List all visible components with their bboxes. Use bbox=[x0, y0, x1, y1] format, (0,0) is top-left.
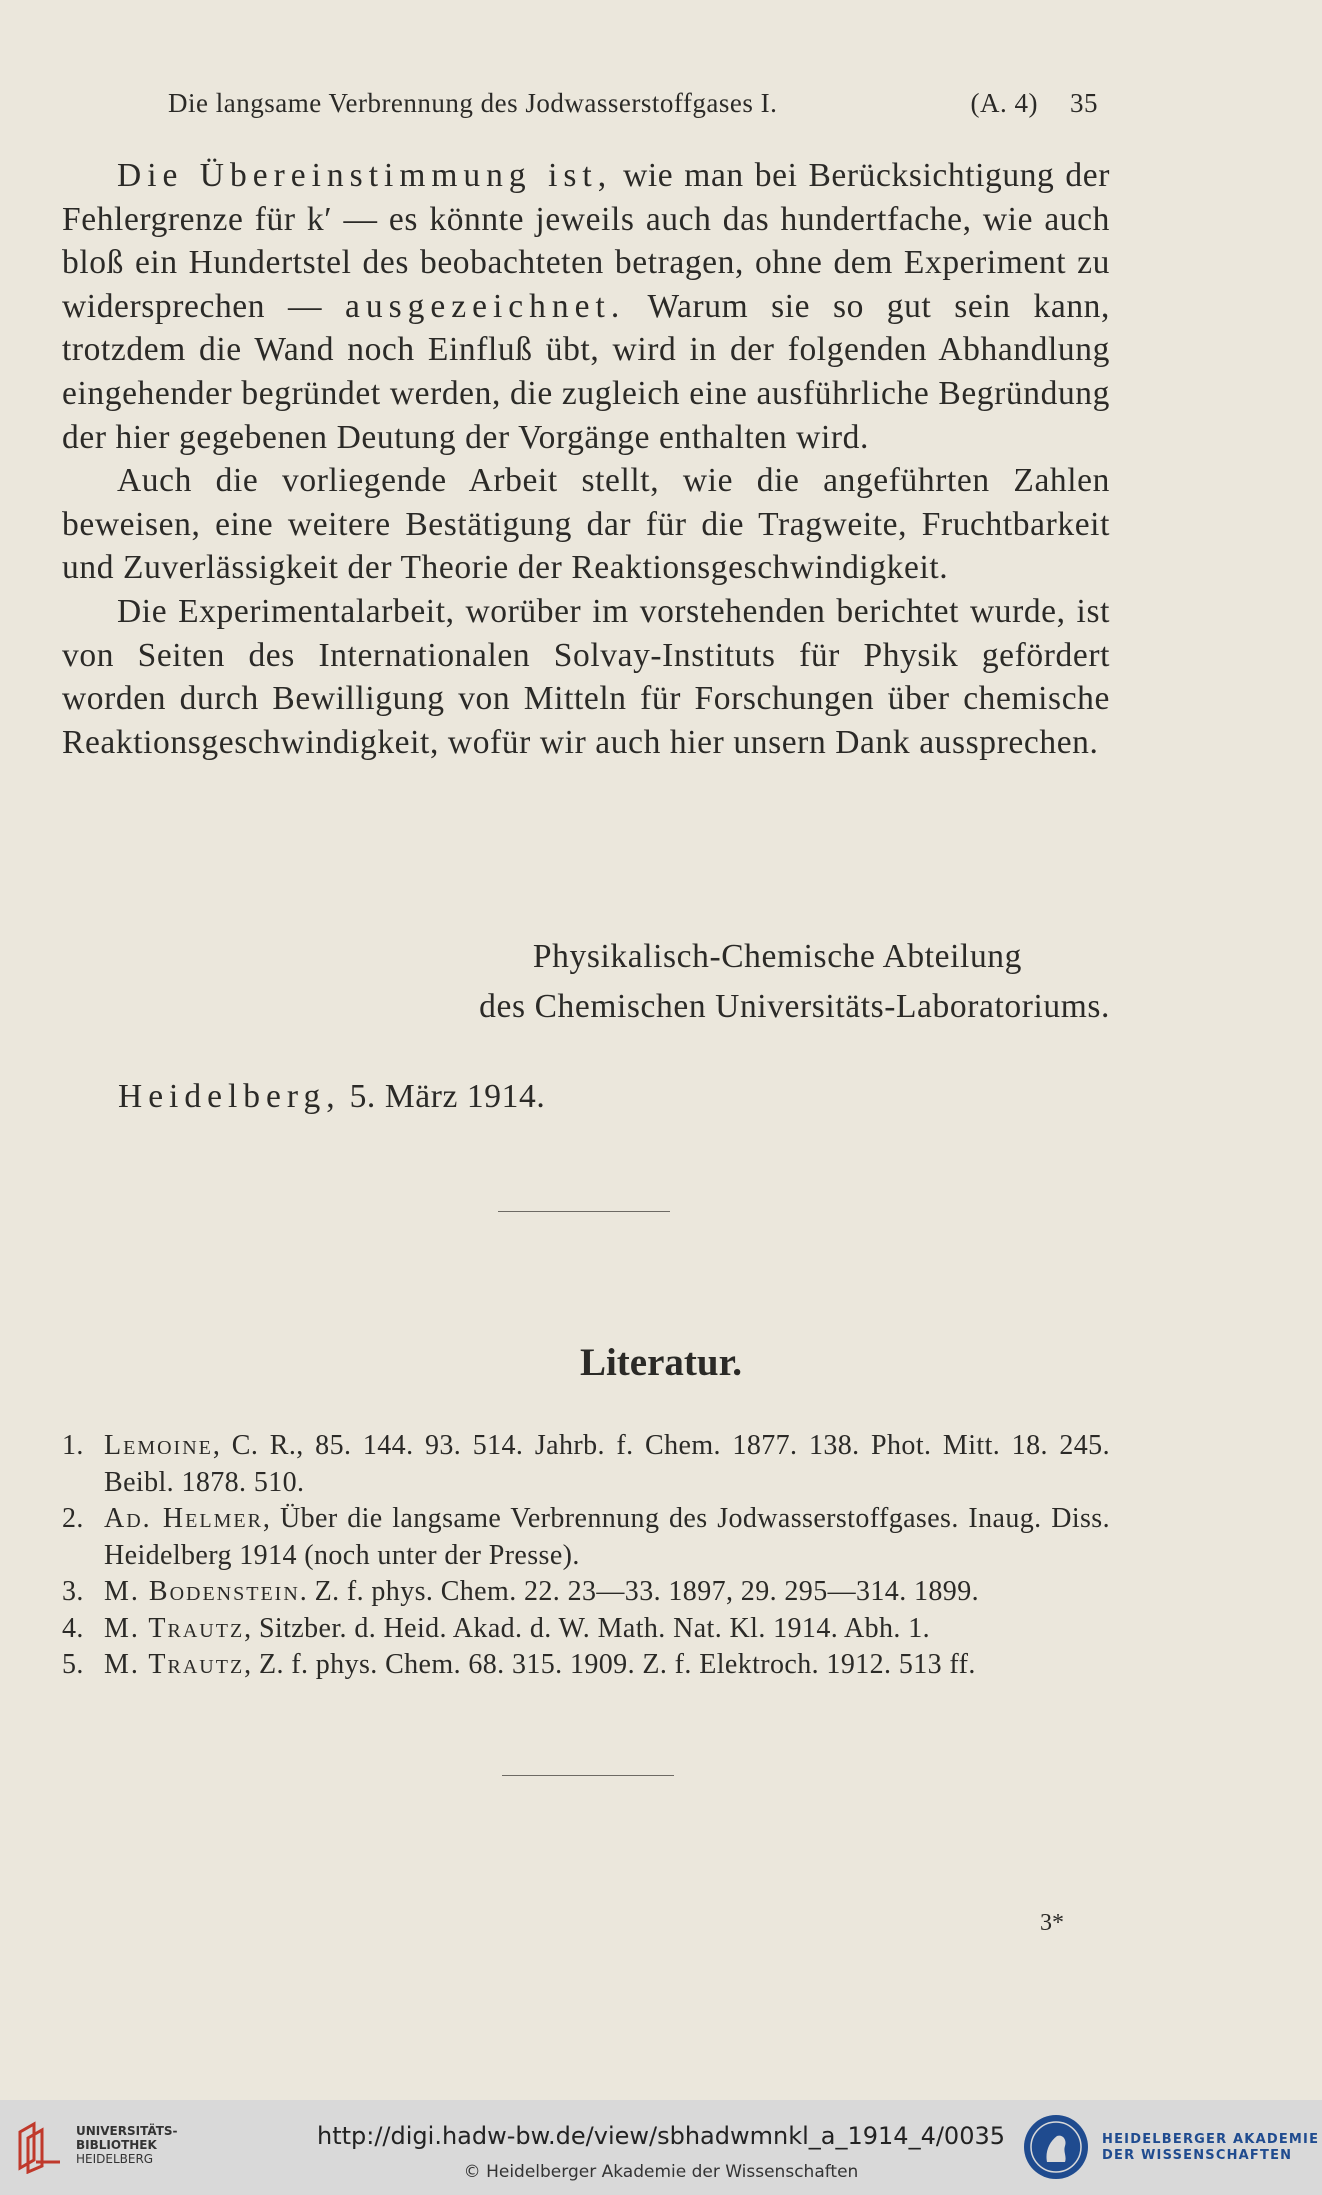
paragraph-3: Die Experimentalarbeit, worüber im vorstehenden berichtet wurde, ist von Seiten des Internationalen Solvay-Instituts für Physik gefördert worden durch Bewilligung von Mitteln für Forschungen über chemische Reaktionsgeschwindigkeit, wofür wir auch hier unsern Dank aussprechen. bbox=[62, 592, 1110, 761]
reference-text: , Über die langsame Verbrennung des Jodwasserstoffgases. Inaug. Diss. Heidelberg 1914 (noch unter der Presse). bbox=[104, 1503, 1110, 1571]
reference-number: 1. bbox=[62, 1430, 84, 1461]
paragraph-1-text-a: wie man bei Berücksichtigung der Fehlergrenze für k′ — es könnte jeweils auch das hundertfache, wie auch bloß ein Hundertstel des beobachteten betragen, ohne dem Experiment zu widersprechen — bbox=[62, 157, 1110, 325]
signature-line-2: des Chemischen Universitäts-Laboratoriums. bbox=[479, 988, 1110, 1025]
reference-list bbox=[62, 1428, 1110, 1684]
library-line-2: BIBLIOTHEK bbox=[76, 2138, 157, 2152]
reference-text: , Sitzber. d. Heid. Akad. d. W. Math. Nat. Kl. 1914. Abh. 1. bbox=[244, 1612, 931, 1644]
footer-bar bbox=[0, 2100, 1322, 2195]
academy-name bbox=[1102, 2132, 1319, 2164]
date: 5. März 1914. bbox=[349, 1078, 546, 1115]
reference-author: M. Trautz bbox=[104, 1612, 245, 1644]
paragraph-1-text-b: Warum sie so gut sein kann, trotzdem die Wand noch Einfluß übt, wird in der folgenden Abhandlung eingehender begründet werden, die zugleich eine ausführliche Begründung der hier gegebenen Deutung der Vorgänge enthalten wird. bbox=[62, 287, 1110, 456]
reference-item bbox=[62, 1611, 1110, 1648]
document-url-link[interactable]: http://digi.hadw-bw.de/view/sbhadwmnkl_a_1914_4/0035 bbox=[316, 2122, 1006, 2150]
reference-text: . Z. f. phys. Chem. 22. 23—33. 1897, 29. 295—314. 1899. bbox=[299, 1576, 979, 1607]
sheet-signature: 3* bbox=[1040, 1910, 1064, 1936]
academy-line-1: HEIDELBERGER AKADEMIE bbox=[1102, 2132, 1320, 2147]
reference-text: , Z. f. phys. Chem. 68. 315. 1909. Z. f. Elektroch. 1912. 513 ff. bbox=[244, 1649, 976, 1680]
running-head-title: Die langsame Verbrennung des Jodwasserstoffgases I. bbox=[168, 88, 778, 118]
running-head bbox=[168, 88, 1098, 119]
reference-text: , C. R., 85. 144. 93. 514. Jahrb. f. Chem. 1877. 138. Phot. Mitt. 18. 245. Beibl. 1878. 510. bbox=[104, 1430, 1110, 1498]
reference-author: M. Trautz bbox=[104, 1649, 245, 1680]
reference-number: 2. bbox=[62, 1503, 84, 1534]
body-text bbox=[62, 154, 1110, 764]
divider-rule bbox=[502, 1775, 674, 1776]
reference-item bbox=[62, 1647, 1110, 1684]
spaced-emphasis-2: ausgezeichnet. bbox=[344, 287, 626, 325]
place: Heidelberg, bbox=[118, 1078, 341, 1115]
reference-number: 3. bbox=[62, 1576, 84, 1607]
academy-line-2: DER WISSENSCHAFTEN bbox=[1102, 2148, 1293, 2163]
literature-title: Literatur. bbox=[579, 1341, 743, 1384]
signature-line-1: Physikalisch-Chemische Abteilung bbox=[532, 938, 1022, 975]
divider-rule bbox=[498, 1211, 670, 1212]
reference-item bbox=[62, 1501, 1110, 1574]
reference-item bbox=[62, 1428, 1110, 1501]
academy-seal-icon[interactable] bbox=[1021, 2112, 1091, 2182]
reference-number: 5. bbox=[62, 1649, 84, 1680]
page-number: 35 bbox=[1070, 88, 1098, 118]
paragraph-1 bbox=[62, 154, 1110, 459]
reference-item bbox=[62, 1574, 1110, 1611]
reference-author: Ad. Helmer bbox=[104, 1503, 263, 1534]
paragraph-2: Auch die vorliegende Arbeit stellt, wie die angeführten Zahlen beweisen, eine weitere Bestätigung dar für die Tragweite, Fruchtbarkeit und Zuverlässigkeit der Theorie der Reaktionsgeschwindigkeit. bbox=[62, 462, 1110, 587]
running-head-ref: (A. 4) bbox=[970, 88, 1038, 118]
copyright-notice: © Heidelberger Akademie der Wissenschaften bbox=[463, 2162, 859, 2182]
reference-author: M. Bodenstein bbox=[104, 1576, 300, 1607]
place-date bbox=[118, 1078, 545, 1116]
library-line-1: UNIVERSITÄTS- bbox=[76, 2124, 178, 2138]
reference-number: 4. bbox=[62, 1612, 84, 1644]
reference-author: Lemoine bbox=[104, 1430, 213, 1461]
spaced-emphasis: Die Übereinstimmung ist, bbox=[117, 157, 613, 194]
library-line-3: HEIDELBERG bbox=[76, 2152, 154, 2166]
